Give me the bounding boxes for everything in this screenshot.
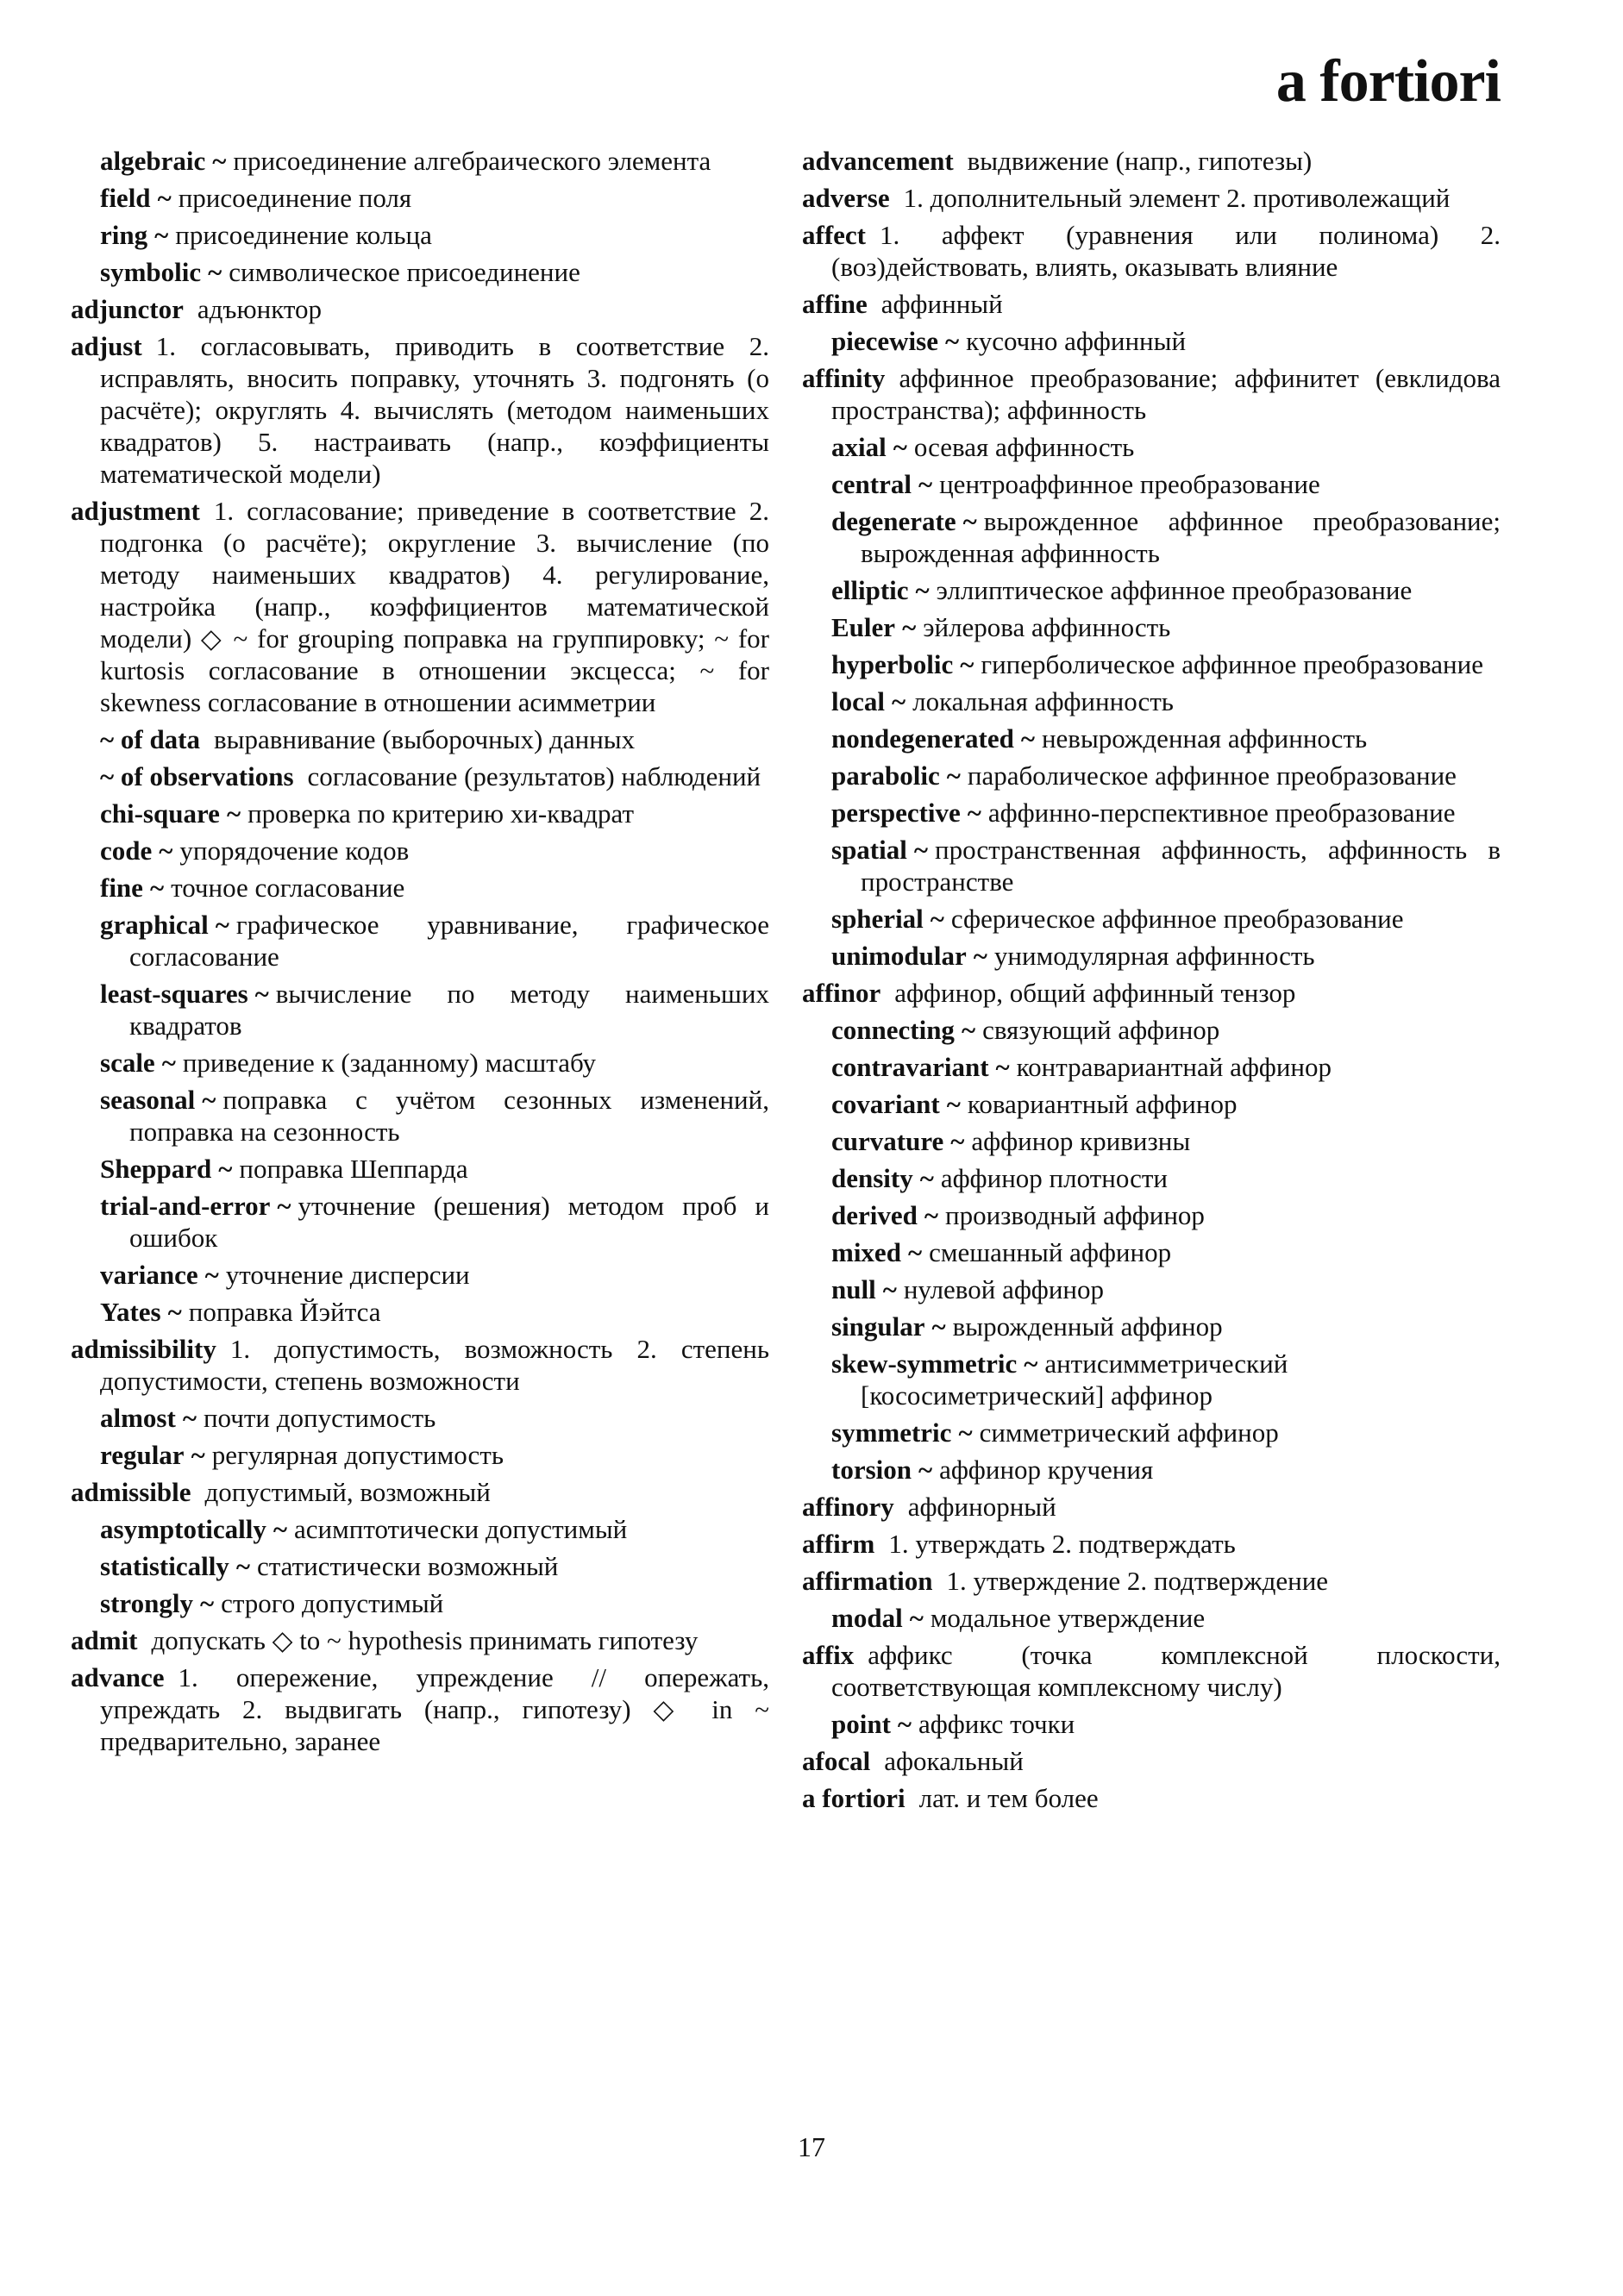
tilde-mark: ~ — [915, 575, 930, 605]
dictionary-entry — [802, 1745, 1501, 1777]
definition: афокальный — [884, 1746, 1024, 1776]
tilde-mark: ~ — [918, 1455, 933, 1485]
definition: упорядочение кодов — [179, 835, 410, 866]
definition: невырожденная аффинность — [1041, 723, 1368, 754]
tilde-mark: ~ — [995, 1052, 1010, 1082]
tilde-mark: ~ — [154, 220, 169, 250]
definition: символическое присоединение — [229, 257, 580, 287]
headword: trial-and-error — [100, 1191, 271, 1221]
definition: аффинор, общий аффинный тензор — [894, 978, 1296, 1008]
definition: аффикс точки — [918, 1709, 1075, 1739]
headword: admit — [71, 1625, 138, 1655]
definition: вырожденный аффинор — [952, 1311, 1223, 1342]
headword: chi-square — [100, 798, 220, 829]
definition: локальная аффинность — [912, 686, 1174, 716]
subentry — [100, 1259, 769, 1291]
tilde-mark: ~ — [892, 686, 906, 716]
subentry — [100, 1084, 769, 1148]
headword: ~ of data — [100, 724, 201, 754]
tilde-mark: ~ — [950, 1126, 965, 1156]
subentry — [831, 1125, 1501, 1157]
headword: advancement — [802, 146, 954, 176]
definition: аффикс (точка комплексной плоскости, соответствующая комплексному числу) — [831, 1640, 1501, 1702]
headword: Sheppard — [100, 1154, 212, 1184]
headword: least-squares — [100, 979, 248, 1009]
tilde-mark: ~ — [930, 904, 944, 934]
headword: elliptic — [831, 575, 909, 605]
definition: аффинор кривизны — [971, 1126, 1191, 1156]
dictionary-entry — [71, 293, 769, 325]
definition: 1. допустимость, возможность 2. степень допустимости, степень возможности — [100, 1334, 769, 1396]
definition: аффинорный — [907, 1492, 1056, 1522]
subentry — [100, 1047, 769, 1079]
headword: a fortiori — [802, 1783, 905, 1813]
definition: присоединение поля — [178, 183, 412, 213]
subentry — [831, 574, 1501, 606]
headword: torsion — [831, 1455, 912, 1485]
subentry — [100, 1513, 769, 1545]
dictionary-entry — [802, 1639, 1501, 1703]
headword: afocal — [802, 1746, 871, 1776]
tilde-mark: ~ — [960, 649, 974, 679]
definition: статистически возможный — [256, 1551, 559, 1581]
definition: согласование (результатов) наблюдений — [307, 761, 761, 791]
tilde-mark: ~ — [919, 1163, 934, 1193]
tilde-mark: ~ — [235, 1551, 250, 1581]
headword: variance — [100, 1260, 198, 1290]
tilde-mark: ~ — [924, 1200, 938, 1230]
tilde-mark: ~ — [254, 979, 269, 1009]
tilde-mark — [905, 1783, 919, 1813]
tilde-mark: ~ — [208, 257, 222, 287]
headword: strongly — [100, 1588, 193, 1618]
tilde-mark: ~ — [958, 1417, 973, 1448]
dictionary-entry — [71, 1476, 769, 1508]
subentry — [100, 256, 769, 288]
definition: ковариантный аффинор — [967, 1089, 1238, 1119]
tilde-mark: ~ — [918, 469, 933, 499]
headword: mixed — [831, 1237, 901, 1267]
subentry — [831, 1417, 1501, 1448]
right-column — [802, 145, 1501, 1819]
subentry — [831, 723, 1501, 754]
definition: вырожденное аффинное преобразование; вырожденная аффинность — [861, 506, 1501, 568]
definition: допускать ◇ to ~ hypothesis принимать гипотезу — [151, 1625, 699, 1655]
definition: 1. аффект (уравнения или полинома) 2. (воз)действовать, влиять, оказывать влияние — [831, 220, 1501, 282]
subentry — [831, 1162, 1501, 1194]
subentry — [100, 909, 769, 973]
dictionary-entry — [802, 1782, 1501, 1814]
tilde-mark: ~ — [191, 1440, 205, 1470]
tilde-mark: ~ — [226, 798, 241, 829]
tilde-mark — [885, 363, 899, 393]
tilde-mark: ~ — [212, 146, 227, 176]
headword: spherial — [831, 904, 924, 934]
tilde-mark: ~ — [961, 1015, 976, 1045]
subentry — [100, 798, 769, 829]
definition: допустимый, возможный — [204, 1477, 491, 1507]
definition: 1. согласовывать, приводить в соответствие 2. исправлять, вносить поправку, уточнять 3. подгонять (о расчёте); округлять 4. вычислять (методом наименьших квадратов) 5. настраивать (напр., коэффициенты математической модели) — [100, 331, 769, 489]
definition: 1. утверждать 2. подтверждать — [888, 1529, 1236, 1559]
definition: 1. дополнительный элемент 2. противолежащий — [903, 183, 1451, 213]
dictionary-entry — [802, 977, 1501, 1009]
tilde-mark: ~ — [882, 1274, 897, 1304]
tilde-mark: ~ — [215, 910, 229, 940]
headword: adjust — [71, 331, 142, 361]
subentry — [831, 468, 1501, 500]
headword: symmetric — [831, 1417, 952, 1448]
tilde-mark: ~ — [218, 1154, 233, 1184]
headword: seasonal — [100, 1085, 196, 1115]
definition: точное согласование — [171, 873, 405, 903]
tilde-mark: ~ — [1024, 1348, 1038, 1379]
subentry — [831, 611, 1501, 643]
definition: почти допустимость — [203, 1403, 436, 1433]
definition: центроаффинное преобразование — [939, 469, 1320, 499]
headword: contravariant — [831, 1052, 989, 1082]
dictionary-entry — [71, 1624, 769, 1656]
subentry — [100, 1587, 769, 1619]
dictionary-entry — [71, 1661, 769, 1757]
dictionary-entry — [802, 145, 1501, 177]
dictionary-entry — [802, 182, 1501, 214]
dictionary-entry — [71, 330, 769, 490]
tilde-mark: ~ — [893, 432, 907, 462]
tilde-mark — [191, 1477, 205, 1507]
definition: присоединение алгебраического элемента — [233, 146, 711, 176]
tilde-mark — [138, 1625, 152, 1655]
subentry — [831, 648, 1501, 680]
definition: связующий аффинор — [982, 1015, 1220, 1045]
definition: аффинор кручения — [939, 1455, 1154, 1485]
definition: производный аффинор — [945, 1200, 1205, 1230]
tilde-mark: ~ — [913, 835, 928, 865]
definition: аффинное преобразование; аффинитет (евклидова пространства); аффинность — [831, 363, 1501, 425]
tilde-mark: ~ — [149, 873, 165, 903]
headword: modal — [831, 1603, 903, 1633]
definition: регулярная допустимость — [211, 1440, 504, 1470]
subentry — [100, 219, 769, 251]
subentry — [100, 145, 769, 177]
dictionary-entry — [802, 288, 1501, 320]
subentry — [100, 182, 769, 214]
headword: unimodular — [831, 941, 967, 971]
headword: local — [831, 686, 885, 716]
tilde-mark: ~ — [967, 798, 981, 828]
definition: выравнивание (выборочных) данных — [214, 724, 636, 754]
tilde-mark: ~ — [167, 1297, 182, 1327]
tilde-mark: ~ — [946, 1089, 961, 1119]
definition: адъюнктор — [197, 294, 322, 324]
subentry — [100, 1550, 769, 1582]
headword: advance — [71, 1662, 165, 1692]
tilde-mark: ~ — [946, 760, 961, 791]
headword: central — [831, 469, 912, 499]
page-number: 17 — [798, 2131, 825, 2162]
definition: модальное утверждение — [930, 1603, 1206, 1633]
headword: point — [831, 1709, 891, 1739]
definition: проверка по критерию хи-квадрат — [248, 798, 635, 829]
headword: ~ of observations — [100, 761, 294, 791]
tilde-mark: ~ — [277, 1191, 291, 1221]
subentry — [100, 1439, 769, 1471]
headword: affine — [802, 289, 868, 319]
definition: параболическое аффинное преобразование — [967, 760, 1457, 791]
dictionary-entry — [802, 1491, 1501, 1523]
definition: вычисление по методу наименьших квадратов — [129, 979, 769, 1041]
definition: аффинно-перспективное преобразование — [987, 798, 1456, 828]
tilde-mark — [854, 1640, 868, 1670]
headword: adverse — [802, 183, 890, 213]
subentry — [100, 1296, 769, 1328]
headword: algebraic — [100, 146, 206, 176]
headword: scale — [100, 1048, 155, 1078]
definition: эйлерова аффинность — [923, 612, 1171, 642]
headword: admissibility — [71, 1334, 216, 1364]
subentry — [831, 505, 1501, 569]
headword: almost — [100, 1403, 176, 1433]
tilde-mark — [200, 496, 214, 526]
subentry — [831, 1199, 1501, 1231]
definition: 1. опережение, упреждение // опережать, упреждать 2. выдвигать (напр., гипотезу) ◇ in ~ предварительно, заранее — [100, 1662, 769, 1756]
subentry — [100, 1153, 769, 1185]
headword: adjunctor — [71, 294, 184, 324]
headword: covariant — [831, 1089, 940, 1119]
subentry — [831, 1051, 1501, 1083]
dictionary-entry — [71, 495, 769, 718]
tilde-mark — [866, 220, 880, 250]
subentry — [100, 872, 769, 904]
definition: присоединение кольца — [175, 220, 432, 250]
headword: skew-symmetric — [831, 1348, 1018, 1379]
tilde-mark: ~ — [202, 1085, 216, 1115]
headword: derived — [831, 1200, 918, 1230]
subentry — [100, 1190, 769, 1254]
headword: affect — [802, 220, 866, 250]
tilde-mark: ~ — [909, 1603, 924, 1633]
headword: ring — [100, 220, 148, 250]
tilde-mark: ~ — [157, 183, 172, 213]
headword: fine — [100, 873, 143, 903]
headword: singular — [831, 1311, 925, 1342]
headword: degenerate — [831, 506, 956, 536]
headword: axial — [831, 432, 887, 462]
subentry — [831, 1602, 1501, 1634]
subentry — [831, 1708, 1501, 1740]
tilde-mark: ~ — [907, 1237, 923, 1267]
tilde-mark: ~ — [182, 1403, 197, 1433]
headword: symbolic — [100, 257, 202, 287]
subentry — [831, 1348, 1501, 1411]
tilde-mark: ~ — [199, 1588, 215, 1618]
definition: пространственная аффинность, аффинность в пространстве — [861, 835, 1501, 897]
definition: уточнение (решения) методом проб и ошибок — [129, 1191, 769, 1253]
headword: field — [100, 183, 151, 213]
headword: affirm — [802, 1529, 875, 1559]
subentry — [831, 903, 1501, 935]
headword: adjustment — [71, 496, 200, 526]
subentry — [100, 1402, 769, 1434]
subentry — [831, 325, 1501, 357]
definition: смешанный аффинор — [929, 1237, 1172, 1267]
definition: 1. согласование; приведение в соответствие 2. подгонка (о расчёте); округление 3. вычисление (по методу наименьших квадратов) 4. регулирование, настройка (напр., коэффициентов математической модели) ◇ ~ for grouping поправка на группировку; ~ for kurtosis согласование в отношении эксцесса; ~ for skewness согласование в отношении асимметрии — [100, 496, 769, 717]
headword: affirmation — [802, 1566, 933, 1596]
subentry — [100, 760, 769, 792]
tilde-mark: ~ — [204, 1260, 219, 1290]
tilde-mark — [894, 1492, 908, 1522]
headword: code — [100, 835, 153, 866]
tilde-mark — [890, 183, 904, 213]
subentry — [831, 1236, 1501, 1268]
tilde-mark — [142, 331, 156, 361]
headword: regular — [100, 1440, 185, 1470]
headword: affinity — [802, 363, 886, 393]
subentry — [831, 1088, 1501, 1120]
tilde-mark — [933, 1566, 947, 1596]
definition: антисимметрический [кососиметрический] аффинор — [861, 1348, 1288, 1411]
left-column — [71, 145, 769, 1762]
headword: statistically — [100, 1551, 229, 1581]
headword: Yates — [100, 1297, 161, 1327]
tilde-mark: ~ — [897, 1709, 912, 1739]
definition: аффинор плотности — [940, 1163, 1169, 1193]
definition: сферическое аффинное преобразование — [950, 904, 1404, 934]
definition: гиперболическое аффинное преобразование — [981, 649, 1483, 679]
subentry — [831, 760, 1501, 791]
headword: admissible — [71, 1477, 191, 1507]
tilde-mark: ~ — [902, 612, 917, 642]
definition: 1. утверждение 2. подтверждение — [946, 1566, 1329, 1596]
definition: кусочно аффинный — [966, 326, 1187, 356]
tilde-mark — [294, 761, 308, 791]
subentry — [100, 835, 769, 866]
definition: выдвижение (напр., гипотезы) — [967, 146, 1313, 176]
dictionary-entry — [802, 219, 1501, 283]
tilde-mark: ~ — [159, 835, 173, 866]
headword: null — [831, 1274, 876, 1304]
tilde-mark — [870, 1746, 884, 1776]
tilde-mark: ~ — [1020, 723, 1035, 754]
tilde-mark: ~ — [931, 1311, 946, 1342]
definition: приведение к (заданному) масштабу — [182, 1048, 597, 1078]
definition: поправка с учётом сезонных изменений, поправка на сезонность — [129, 1085, 769, 1147]
definition: поправка Йэйтса — [188, 1297, 381, 1327]
tilde-mark — [868, 289, 881, 319]
definition: аффинный — [880, 289, 1003, 319]
subentry — [831, 1273, 1501, 1305]
headword: connecting — [831, 1015, 955, 1045]
subentry — [831, 685, 1501, 717]
definition: лат. и тем более — [918, 1783, 1099, 1813]
tilde-mark: ~ — [161, 1048, 176, 1078]
definition: поправка Шеппарда — [239, 1154, 468, 1184]
subentry — [100, 978, 769, 1042]
subentry — [831, 1454, 1501, 1486]
headword: piecewise — [831, 326, 938, 356]
headword: asymptotically — [100, 1514, 266, 1544]
headword: density — [831, 1163, 913, 1193]
definition: уточнение дисперсии — [225, 1260, 470, 1290]
definition: контравариантнай аффинор — [1016, 1052, 1332, 1082]
subentry — [831, 1311, 1501, 1342]
headword: affinor — [802, 978, 881, 1008]
tilde-mark: ~ — [962, 506, 977, 536]
tilde-mark — [200, 724, 214, 754]
headword: parabolic — [831, 760, 940, 791]
dictionary-entry — [802, 1528, 1501, 1560]
tilde-mark — [165, 1662, 179, 1692]
dictionary-entry — [802, 362, 1501, 426]
definition: асимптотически допустимый — [294, 1514, 628, 1544]
dictionary-entry — [802, 1565, 1501, 1597]
tilde-mark: ~ — [944, 326, 960, 356]
tilde-mark — [874, 1529, 888, 1559]
definition: строго допустимый — [221, 1588, 444, 1618]
tilde-mark — [954, 146, 968, 176]
tilde-mark — [184, 294, 197, 324]
tilde-mark — [216, 1334, 230, 1364]
headword: curvature — [831, 1126, 944, 1156]
subentry — [100, 723, 769, 755]
headword: affinory — [802, 1492, 894, 1522]
dictionary-entry — [71, 1333, 769, 1397]
definition: унимодулярная аффинность — [993, 941, 1315, 971]
tilde-mark — [880, 978, 894, 1008]
headword: affix — [802, 1640, 855, 1670]
definition: эллиптическое аффинное преобразование — [936, 575, 1413, 605]
subentry — [831, 431, 1501, 463]
headword: graphical — [100, 910, 209, 940]
subentry — [831, 797, 1501, 829]
definition: нулевой аффинор — [903, 1274, 1104, 1304]
definition: графическое уравнивание, графическое согласование — [129, 910, 769, 972]
headword: spatial — [831, 835, 907, 865]
headword: hyperbolic — [831, 649, 954, 679]
running-header: a fortiori — [1275, 48, 1501, 115]
definition: осевая аффинность — [913, 432, 1135, 462]
tilde-mark: ~ — [973, 941, 987, 971]
headword: perspective — [831, 798, 961, 828]
subentry — [831, 834, 1501, 898]
headword: nondegenerated — [831, 723, 1014, 754]
headword: Euler — [831, 612, 896, 642]
subentry — [831, 1014, 1501, 1046]
subentry — [831, 940, 1501, 972]
tilde-mark: ~ — [273, 1514, 287, 1544]
definition: симметрический аффинор — [979, 1417, 1279, 1448]
